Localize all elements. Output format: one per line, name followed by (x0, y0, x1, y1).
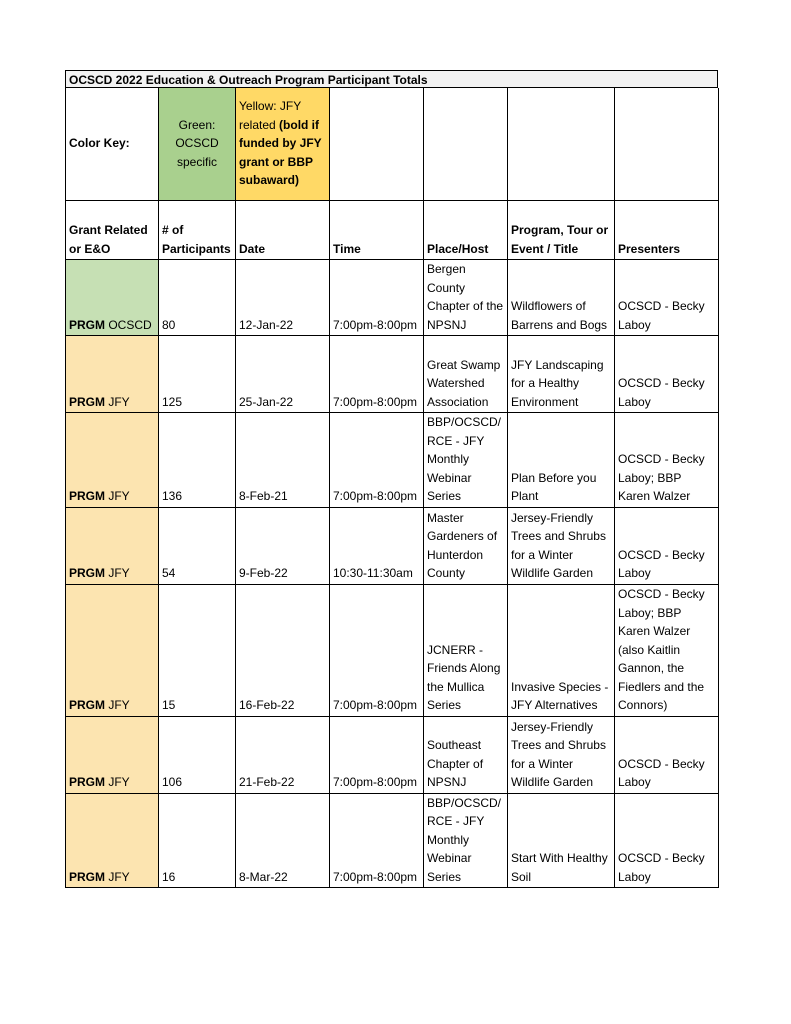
participants-cell: 125 (159, 336, 236, 413)
category-group: JFY (108, 394, 130, 409)
table-row (66, 413, 719, 508)
category-kind: PRGM (69, 775, 105, 789)
empty-cell (330, 88, 424, 201)
presenters-cell: OCSCD - Becky Laboy (615, 336, 719, 413)
time-cell: 7:00pm-8:00pm (330, 716, 424, 793)
participants-cell: 106 (159, 716, 236, 793)
category-kind: PRGM (69, 869, 105, 884)
table-row (66, 716, 719, 793)
category-cell (66, 507, 159, 584)
time-cell: 7:00pm-8:00pm (330, 336, 424, 413)
place-cell: Bergen County Chapter of the NPSNJ (424, 260, 508, 336)
date-cell: 21-Feb-22 (236, 716, 330, 793)
category-group: OCSCD (108, 317, 152, 332)
date-cell: 25-Jan-22 (236, 336, 330, 413)
program-cell: Start With Healthy Soil (508, 793, 615, 888)
place-cell: JCNERR - Friends Along the Mullica Series (424, 584, 508, 716)
participant-table (65, 88, 719, 888)
participants-cell: 54 (159, 507, 236, 584)
time-cell: 10:30-11:30am (330, 507, 424, 584)
category-group: JFY (108, 869, 130, 884)
category-cell (66, 584, 159, 716)
empty-cell (508, 88, 615, 201)
place-cell: Master Gardeners of Hunterdon County (424, 507, 508, 584)
table-row (66, 584, 719, 716)
header-date: Date (236, 201, 330, 260)
time-cell: 7:00pm-8:00pm (330, 584, 424, 716)
color-key-yellow (236, 88, 330, 201)
time-cell: 7:00pm-8:00pm (330, 793, 424, 888)
category-group: JFY (108, 489, 130, 503)
category-group: JFY (108, 775, 130, 789)
color-key-yellow-text: Yellow: JFY related (239, 99, 302, 132)
place-cell: Great Swamp Watershed Association (424, 336, 508, 413)
category-kind: PRGM (69, 698, 105, 712)
participants-cell: 16 (159, 793, 236, 888)
header-place: Place/Host (424, 201, 508, 260)
header-presenters: Presenters (615, 201, 719, 260)
place-cell: BBP/OCSCD/ RCE - JFY Monthly Webinar Series (424, 413, 508, 508)
date-cell: 8-Feb-21 (236, 413, 330, 508)
empty-cell (424, 88, 508, 201)
presenters-cell: OCSCD - Becky Laboy; BBP Karen Walzer (also Kaitlin Gannon, the Fiedlers and the Connors) (615, 584, 719, 716)
date-cell: 16-Feb-22 (236, 584, 330, 716)
spreadsheet-page (65, 70, 718, 888)
participants-cell: 136 (159, 413, 236, 508)
header-row (66, 201, 719, 260)
color-key-yellow-bold: (bold if funded by JFY grant or BBP subaward) (239, 117, 322, 188)
date-cell: 8-Mar-22 (236, 793, 330, 888)
presenters-cell: OCSCD - Becky Laboy (615, 507, 719, 584)
program-cell: Jersey-Friendly Trees and Shrubs for a Winter Wildlife Garden (508, 716, 615, 793)
date-cell: 9-Feb-22 (236, 507, 330, 584)
table-row (66, 260, 719, 336)
header-participants: # of Participants (159, 201, 236, 260)
color-key-green: Green: OCSCD specific (159, 88, 236, 201)
color-key-row (66, 88, 719, 201)
presenters-cell: OCSCD - Becky Laboy (615, 793, 719, 888)
table-row (66, 507, 719, 584)
category-kind: PRGM (69, 566, 105, 580)
header-program: Program, Tour or Event / Title (508, 201, 615, 260)
category-cell (66, 260, 159, 336)
program-cell: Wildflowers of Barrens and Bogs (508, 260, 615, 336)
presenters-cell: OCSCD - Becky Laboy (615, 260, 719, 336)
category-kind: PRGM (69, 317, 105, 332)
time-cell: 7:00pm-8:00pm (330, 413, 424, 508)
place-cell: Southeast Chapter of NPSNJ (424, 716, 508, 793)
category-cell (66, 413, 159, 508)
color-key-label: Color Key: (66, 88, 159, 201)
presenters-cell: OCSCD - Becky Laboy (615, 716, 719, 793)
category-group: JFY (108, 698, 130, 712)
presenters-cell: OCSCD - Becky Laboy; BBP Karen Walzer (615, 413, 719, 508)
sheet-title: OCSCD 2022 Education & Outreach Program Participant Totals (65, 70, 718, 88)
program-cell: Jersey-Friendly Trees and Shrubs for a Winter Wildlife Garden (508, 507, 615, 584)
date-cell: 12-Jan-22 (236, 260, 330, 336)
header-time: Time (330, 201, 424, 260)
time-cell: 7:00pm-8:00pm (330, 260, 424, 336)
category-cell (66, 336, 159, 413)
empty-cell (615, 88, 719, 201)
category-kind: PRGM (69, 394, 105, 409)
category-cell (66, 716, 159, 793)
category-kind: PRGM (69, 489, 105, 503)
participants-cell: 15 (159, 584, 236, 716)
category-group: JFY (108, 566, 130, 580)
place-cell: BBP/OCSCD/ RCE - JFY Monthly Webinar Series (424, 793, 508, 888)
table-row (66, 793, 719, 888)
category-cell (66, 793, 159, 888)
program-cell: Invasive Species - JFY Alternatives (508, 584, 615, 716)
header-category: Grant Related or E&O (66, 201, 159, 260)
table-row (66, 336, 719, 413)
participants-cell: 80 (159, 260, 236, 336)
program-cell: JFY Landscaping for a Healthy Environment (508, 336, 615, 413)
program-cell: Plan Before you Plant (508, 413, 615, 508)
